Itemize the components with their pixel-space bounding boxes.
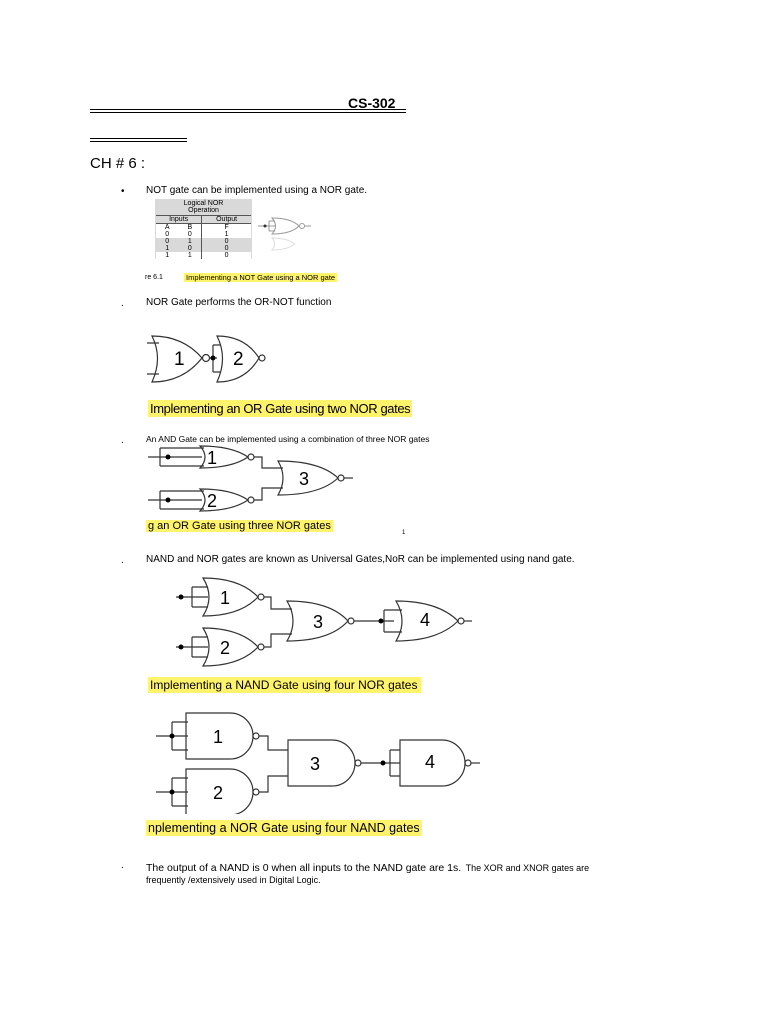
junction-dot bbox=[166, 498, 171, 503]
gate-label: 1 bbox=[220, 588, 231, 608]
chapter-rule-bottom bbox=[90, 141, 187, 142]
junction-dot bbox=[381, 761, 386, 766]
gate-4-bubble bbox=[465, 760, 471, 766]
nor-from-four-nand-diagram bbox=[150, 708, 485, 814]
truth-table-title-2: Operation bbox=[188, 207, 219, 214]
junction-dot bbox=[166, 455, 171, 460]
bullet: . bbox=[121, 860, 124, 871]
gate-label: 1 bbox=[207, 448, 218, 468]
truth-table-col-f: F bbox=[202, 224, 251, 232]
truth-table-col-a: A bbox=[164, 224, 170, 231]
nor-truth-table bbox=[155, 199, 252, 259]
truth-table-col-b: B bbox=[187, 224, 193, 231]
gate-label: 3 bbox=[310, 754, 321, 774]
nand-gate-3-shape bbox=[288, 740, 355, 786]
chapter-heading: CH # 6 : bbox=[90, 155, 146, 172]
section6-text-part2: The XOR and XNOR gates are bbox=[465, 863, 590, 873]
inversion-bubble bbox=[300, 224, 305, 229]
truth-table-cell: 0 bbox=[202, 252, 251, 259]
junction-dot bbox=[179, 645, 184, 650]
gate-2-bubble bbox=[258, 644, 264, 650]
truth-table-group-inputs: Inputs bbox=[169, 216, 189, 223]
gate-4-bubble bbox=[458, 618, 464, 624]
truth-table-cell: 0 bbox=[187, 245, 192, 252]
truth-table-title-1: Logical NOR bbox=[183, 200, 224, 207]
truth-table-cell: 0 bbox=[165, 231, 170, 238]
truth-table-cell: 1 bbox=[187, 238, 192, 245]
section3-text: An AND Gate can be implemented using a combination of three NOR gates bbox=[146, 434, 430, 444]
junction-dot bbox=[170, 734, 175, 739]
truth-table-cell: 0 bbox=[202, 245, 251, 252]
gate-label: 4 bbox=[420, 610, 431, 630]
figure-caption: g an OR Gate using three NOR gates bbox=[148, 520, 331, 532]
gate-label: 3 bbox=[299, 469, 310, 489]
truth-table-cell: 0 bbox=[187, 231, 192, 238]
truth-table-cell: 0 bbox=[202, 238, 251, 245]
gate-label: 2 bbox=[220, 638, 231, 658]
gate-1-bubble bbox=[253, 733, 259, 739]
section6-text-line2: frequently /extensively used in Digital Logic. bbox=[146, 875, 321, 885]
gate-1-bubble bbox=[203, 355, 210, 362]
section4-text: NAND and NOR gates are known as Universal Gates,NoR can be implemented using nand gate. bbox=[146, 554, 575, 565]
gate-2-bubble bbox=[253, 789, 259, 795]
truth-table-cell: 0 bbox=[165, 238, 170, 245]
gate-3-bubble bbox=[338, 475, 344, 481]
gate-label: 4 bbox=[425, 752, 436, 772]
gate-label: 2 bbox=[233, 349, 244, 370]
truth-table-cell: 1 bbox=[165, 252, 170, 259]
junction-dot bbox=[379, 619, 384, 624]
gate-label: 1 bbox=[213, 727, 224, 747]
nor-gate-2-shape bbox=[203, 628, 258, 666]
course-code: CS-302 bbox=[348, 95, 396, 111]
header-rule-bottom bbox=[90, 112, 406, 113]
interconnect-wire bbox=[259, 736, 288, 792]
nand-from-four-nor-diagram bbox=[170, 574, 475, 672]
bullet: • bbox=[121, 186, 125, 197]
junction-dot bbox=[170, 790, 175, 795]
gate-3-bubble bbox=[348, 618, 354, 624]
figure-caption: nplementing a NOR Gate using four NAND gates bbox=[148, 821, 420, 835]
figure-caption: Implementing an OR Gate using two NOR gates bbox=[150, 401, 411, 416]
or-from-two-nor-diagram bbox=[145, 330, 270, 388]
and-from-three-nor-diagram bbox=[140, 444, 410, 518]
figure-caption: Implementing a NOT Gate using a NOR gate bbox=[186, 273, 336, 282]
gate-label: 3 bbox=[313, 612, 324, 632]
gate-label: 1 bbox=[174, 349, 185, 370]
chapter-rule-top bbox=[90, 138, 187, 139]
gate-1-bubble bbox=[258, 594, 264, 600]
junction-dot bbox=[211, 356, 216, 361]
truth-table-cell: 1 bbox=[187, 252, 192, 259]
junction-dot bbox=[179, 595, 184, 600]
gate-3-bubble bbox=[355, 760, 361, 766]
truth-table-cell: 1 bbox=[165, 245, 170, 252]
section1-text: NOT gate can be implemented using a NOR gate. bbox=[146, 185, 368, 196]
input-wire bbox=[148, 457, 202, 500]
figure-caption: Implementing a NAND Gate using four NOR gates bbox=[148, 677, 421, 693]
faded-gate-shape bbox=[272, 238, 295, 250]
figure-number: re 6.1 bbox=[145, 274, 163, 281]
truth-table-grid bbox=[156, 215, 251, 259]
truth-table-cell: 1 bbox=[202, 231, 251, 238]
bullet: . bbox=[121, 298, 124, 309]
section2-text: NOR Gate performs the OR-NOT function bbox=[146, 297, 332, 308]
nor-gate-shape bbox=[272, 218, 299, 234]
bullet: . bbox=[121, 555, 124, 566]
stray-mark: 1 bbox=[402, 530, 406, 536]
gate-2-bubble bbox=[259, 355, 265, 361]
not-from-nor-diagram bbox=[255, 212, 315, 252]
junction-dot bbox=[264, 225, 267, 228]
truth-table-group-output: Output bbox=[202, 216, 251, 224]
gate-label: 2 bbox=[213, 783, 224, 803]
section6-text-part1: The output of a NAND is 0 when all inputs to the NAND gate are 1s. bbox=[146, 862, 462, 874]
bullet: . bbox=[121, 435, 124, 446]
nor-gate-1-shape bbox=[203, 578, 258, 616]
section6-text bbox=[146, 858, 589, 876]
gate-label: 2 bbox=[207, 491, 218, 511]
